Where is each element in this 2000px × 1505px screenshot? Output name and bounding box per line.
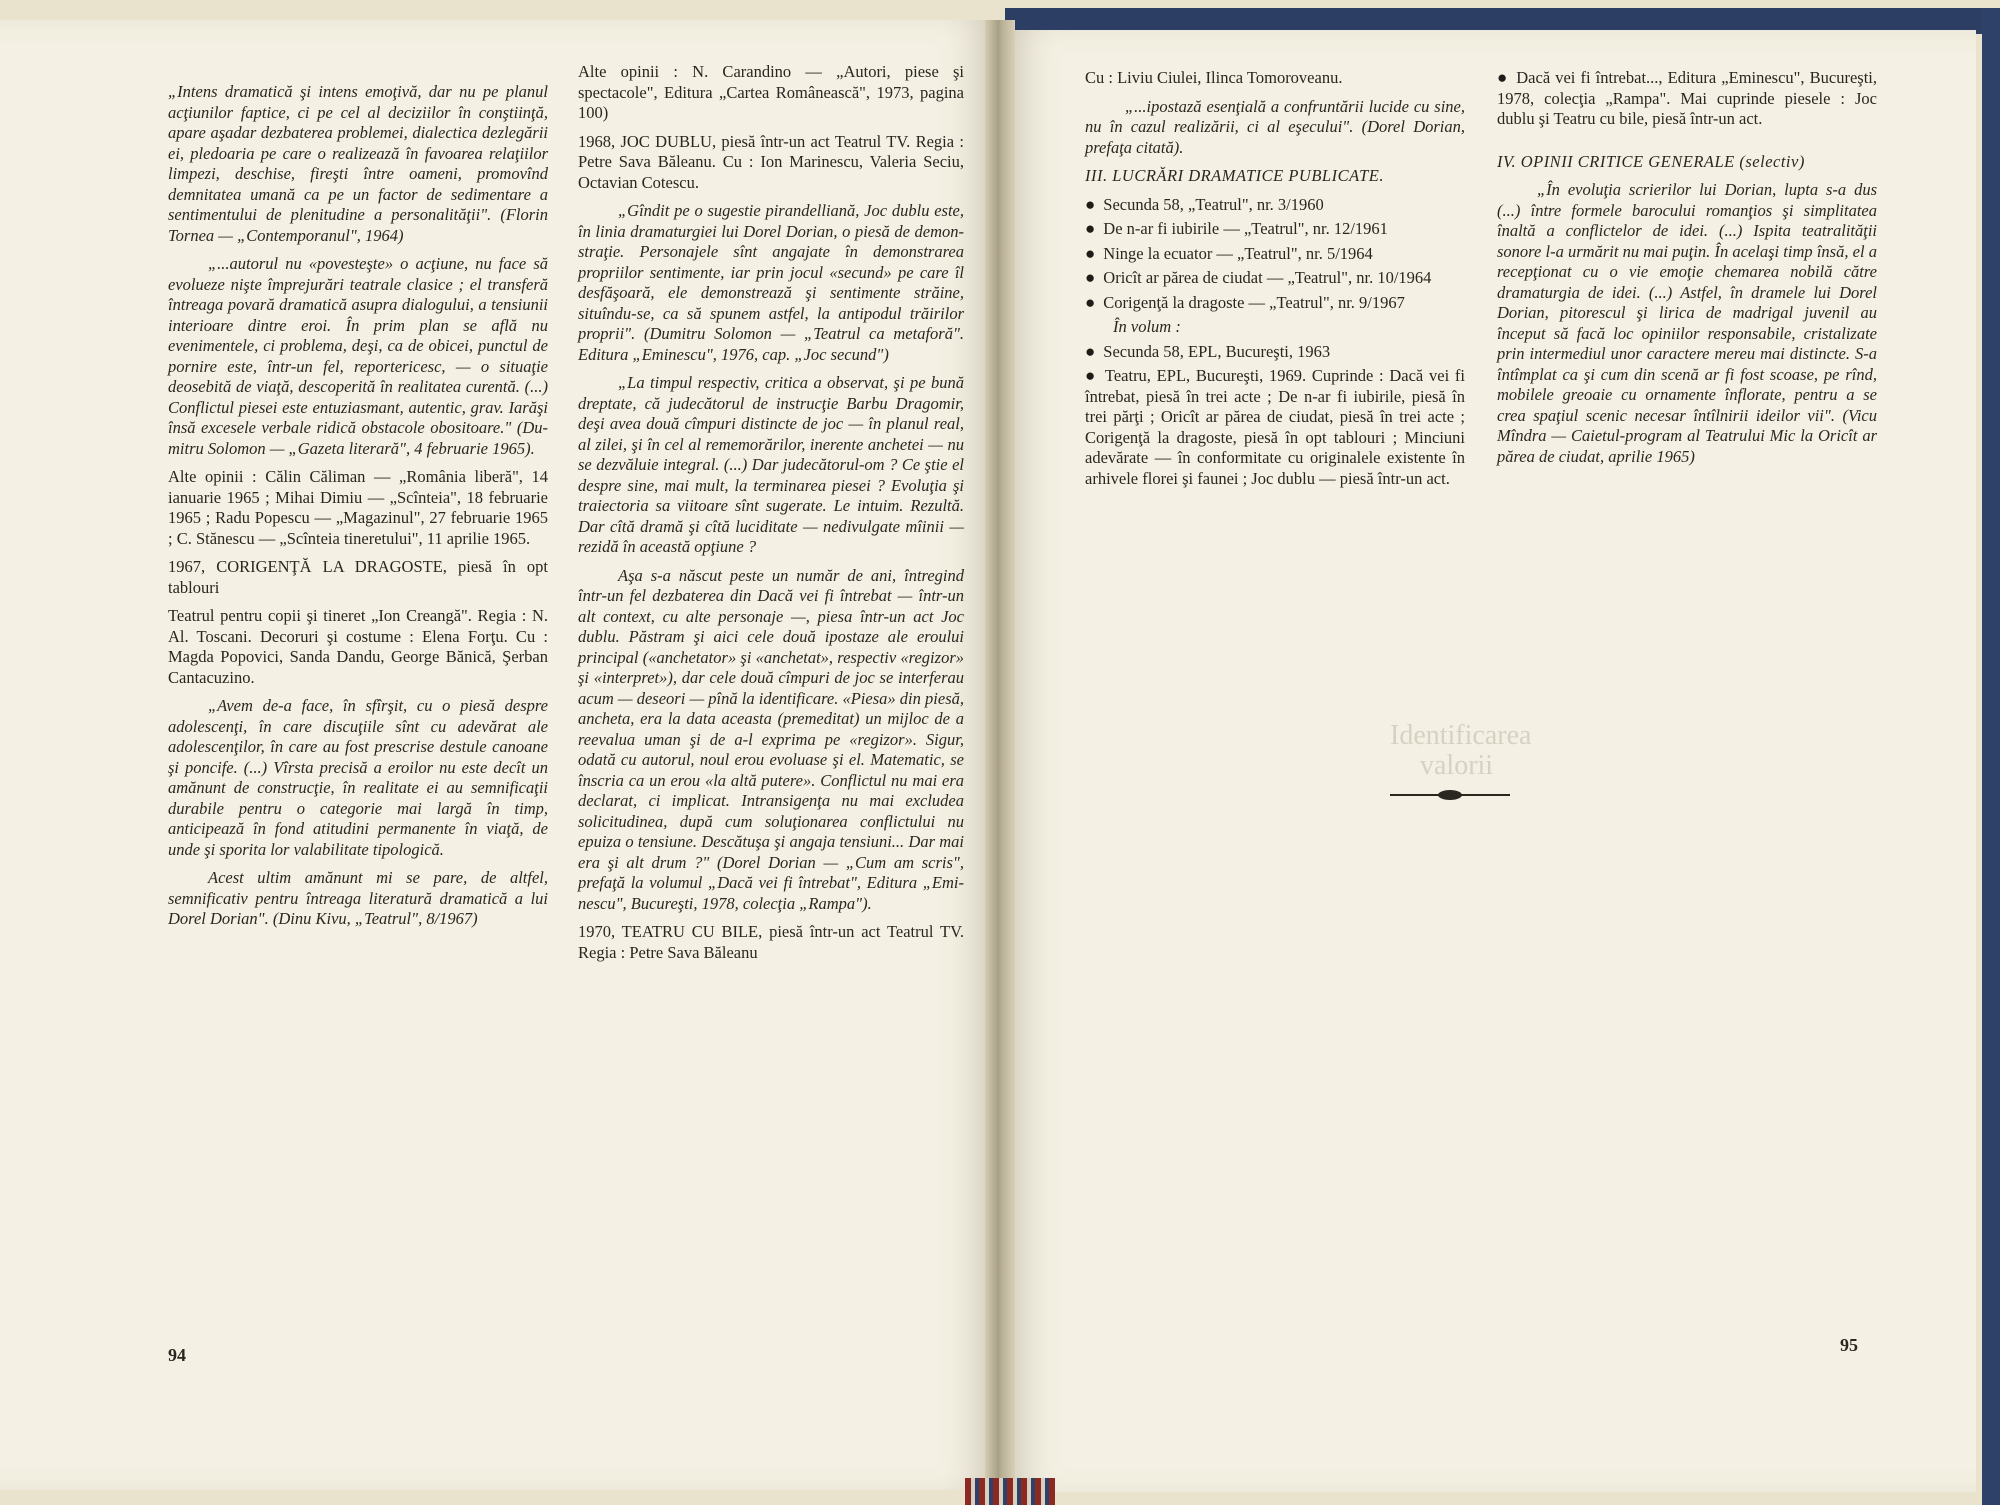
- volume-work-item: ● Teatru, EPL, Bucureşti, 1969. Cuprinde : Dacă vei fi întrebat, piesă în trei acte ; De n-ar fi iubirile, piesă în trei părţi ; Oricît ar părea de ciudat, piesă în trei acte ; Corigenţă la dragoste, piesă în opt tablouri ; Minciuni adevărate — în conformitate cu originalele existente în arhivele florei şi faunei ; Joc dublu — piesă într-un act.: [1085, 366, 1465, 489]
- bleed-through-text: valorii: [1420, 750, 1494, 781]
- book-cover-right-edge: [1982, 8, 2000, 1505]
- paragraph: Cu : Liviu Ciulei, Ilinca Tomoroveanu.: [1085, 68, 1343, 87]
- volume-works-list: [1085, 342, 1465, 490]
- left-column-1: [168, 82, 548, 938]
- paragraph: „...autorul nu «povesteşte» o acţiune, nu face să evolueze nişte împrejurări teatrale clasice ; el transferă întreaga povară dramatică asupra dialogului, a tensiunii interioare dintre eroi. În prim plan se află nu evenimentele, ci problema, deşi, ca de obicei, punctul de pornire este, într-un fel, reportericesc, — o situaţie deosebită de viaţă, descoperită în realitatea curentă. (...) Conflictul piesei este entuziasmant, autentic, grav. Iarăşi însă excesele verbale ridică obstacole obositoare." (Dumitru Solomon — „Gazeta literară", 4 februarie 1965).: [168, 254, 548, 458]
- page-number-right: 95: [1840, 1335, 1858, 1355]
- published-works-list: [1085, 195, 1465, 314]
- paragraph: „Gîndit pe o sugestie pirandelliană, Joc dublu este, în linia dramaturgiei lui Dorel Dorian, o piesă de demonstraţie. Personajele sînt angajate în demonstrarea propriilor sentimente, iar prin jocul «secund» pe care îl desfăşoară, ele demonstrează şi sentimente străine, situîndu-se, ca să spunem astfel, la antipodul trăirilor proprii". (Dumitru Solomon — „Teatrul ca metaforă". Editura „Eminescu", 1976, cap. „Joc secund"): [578, 201, 964, 364]
- paragraph: „...ipostază esenţială a confruntării lucide cu sine, nu în cazul realizării, ci al eşecului". (Dorel Dorian, prefaţa citată).: [1085, 96, 1465, 157]
- published-work-item: ● Ninge la ecuator — „Teatrul", nr. 5/1964: [1085, 244, 1465, 265]
- section-4-title: IV. OPINII CRITICE GENERALE (selectiv): [1497, 151, 1805, 171]
- paragraph: Aşa s-a născut peste un număr de ani, întregind într-un fel dezbaterea din Dacă vei fi întrebat — într-un alt context, cu alte personaje —, piesa într-un act Joc dublu. Păstram şi aici cele două ipostaze ale eroului principal («anchetator» şi «anchetat», respectiv «regizor» şi «interpret»), dar cele două cîmpuri de joc se interferau acum — deseori — pînă la identificare. «Piesa» din piesă, ancheta, era la data aceasta (premeditat) un mijloc de a reevalua uman şi de a-l exprima pe «regizor». Sigur, odată cu autorul, noul erou evoluase şi el. Matematic, se înscria ca un erou «la altă putere». Conflictul nu mai era declarat, ci implicat. Intransigenţa nu mai excludea solicitudinea, după cum soluţionarea conflictului nu epuiza o tensiune. Descătuşa şi angaja tensiuni... Dar mai era şi alt drum ?" (Dorel Dorian — „Cum am scris", prefaţă la volumul „Dacă vei fi întrebat", Editura „Eminescu", Bucureşti, 1978, colecţia „Rampa").: [578, 565, 964, 913]
- paragraph: „Avem de-a face, în sfîrşit, cu o piesă despre adolescenţi, în care discuţiile sînt cu adevărat ale adolescenţilor, în care au fost prescrise destule canoane şi poncife. (...) Vîrsta precisă a eroilor nu este decît un amănunt de construcţie, în realitate ei au semnificaţii durabile pentru o categorie mai largă în timp, anticipează în fond atitudini permanente în viaţă, de unde şi sporita lor valabilitate tipologică.: [168, 696, 548, 859]
- continuation-text: [1085, 68, 1465, 158]
- paragraph: 1968, JOC DUBLU, piesă într-un act Teatrul TV. Regia : Petre Sava Băleanu. Cu : Ion Marinescu, Valeria Seciu, Octavian Cotescu.: [578, 131, 964, 192]
- paragraph: Acest ultim amănunt mi se pare, de altfel, semnificativ pentru întreaga literatură dramatică a lui Dorel Dorian". (Dinu Kivu, „Teatrul", 8/1967): [168, 868, 548, 928]
- paragraph: 1967, CORIGENŢĂ LA DRAGOSTE, piesă în opt tablouri: [168, 557, 548, 597]
- right-column-2: [1497, 68, 1877, 475]
- paragraph: „La timpul respectiv, critica a observat, şi pe bună dreptate, că judecătorul de instrucţie Barbu Dragomir, deşi avea două cîmpuri distincte de joc — în planul real, al zilei, şi în cel al rememorărilor, inerente anchetei — nu se dezvăluie integral. (...) Dar judecătorul-om ? Ce ştie el despre sine, mai mult, la terminarea piesei ? Evoluţia şi traiectoria sa viitoare sînt sugerate. Le intuim. Rezultă. Dar cîtă dramă şi cîtă luciditate — nedivulgate mîinii — rezidă în această opţiune ?: [578, 373, 964, 556]
- published-work-item: ● De n-ar fi iubirile — „Teatrul", nr. 12/1961: [1085, 219, 1465, 240]
- in-volum-label: În volum :: [1113, 317, 1181, 336]
- paragraph: Alte opinii : Călin Căliman — „România liberă", 14 ianuarie 1965 ; Mihai Dimiu — „Scînteia", 18 februarie 1965 ; Radu Popescu — „Magazinul", 27 februarie 1965 ; C. Stănescu — „Scînteia tineretului", 11 aprilie 1965.: [168, 467, 548, 548]
- bookmark-ribbon: [965, 1478, 1055, 1505]
- bleed-through-text: Identificarea: [1390, 720, 1532, 751]
- right-column-1: [1085, 68, 1465, 493]
- volume-item-dacă-vei-fi-intrebat: ● Dacă vei fi întrebat..., Editura „Eminescu", Bucureşti, 1978, colecţia „Rampa". Mai cuprinde piesele : Joc dublu şi Teatru cu bile, piesă într-un act.: [1497, 68, 1877, 130]
- published-work-item: ● Oricît ar părea de ciudat — „Teatrul", nr. 10/1964: [1085, 268, 1465, 289]
- paragraph: 1970, TEATRU CU BILE, piesă într-un act Teatrul TV. Regia : Petre Sava Băleanu: [578, 922, 964, 962]
- paragraph: Teatrul pentru copii şi tineret „Ion Creangă". Regia : N. Al. Toscani. Decoruri şi costume : Elena Forţu. Cu : Magda Popovici, Sanda Dandu, George Bănică, Şerban Cantacuzino.: [168, 606, 548, 687]
- published-work-item: ● Secunda 58, „Teatrul", nr. 3/1960: [1085, 195, 1465, 216]
- page-number-left: 94: [168, 1345, 186, 1365]
- published-work-item: ● Corigenţă la dragoste — „Teatrul", nr. 9/1967: [1085, 293, 1465, 314]
- critical-opinion-quote: „În evoluţia scrierilor lui Dorian, lupta s-a dus (...) între formele barocului romanţios şi simplitatea înaltă a conflictelor de idei. (...) Ispita teatralităţii sonore l-a urmărit nu mai puţin. În acelaşi timp însă, el a recepţionat cu o vie emoţie chemarea nobilă către dramaturgia de idei. (...) Astfel, în dramele lui Dorel Dorian, pitorescul şi lirica de madrigal juvenil au început să facă loc opiniilor responsabile, cristalizate prin intermediul unor caractere mereu mai distincte. S-a întîmplat ca şi cum din scenă ar fi fost scoase, pe rînd, mobilele greoaie cu ornamente înflorate, pentru a se crea spaţiul scenic necesar întîlnirii ideilor vii". (Vicu Mîndra — Caietul-program al Teatrului Mic la Oricît ar părea de ciudat, aprilie 1965): [1497, 180, 1877, 466]
- paragraph: „Intens dramatică şi intens emoţivă, dar nu pe planul acţiunilor faptice, ci pe cel al deciziilor în conştiinţă, apare aşadar dezbaterea problemei, dialectica dezlegării ei, pledoaria pe care o realizează în favoarea relaţiilor limpezi, deschise, fireşti între oameni, promovînd demnitatea umană ca pe un factor de sedimentare a sentimentului de plenitudine a personalităţii". (Florin Tornea — „Contemporanul", 1964): [168, 82, 548, 245]
- left-column-2: [578, 62, 964, 971]
- volume-work-item: ● Secunda 58, EPL, Bucureşti, 1963: [1085, 342, 1465, 363]
- section-3-title: III. LUCRĂRI DRAMATICE PUBLICATE.: [1085, 166, 1384, 185]
- book-gutter: [985, 20, 1015, 1500]
- section-divider-ornament: [1390, 788, 1510, 802]
- paragraph: Alte opinii : N. Carandino — „Autori, piese şi spectacole", Editura „Cartea Românească", 1973, pagina 100): [578, 62, 964, 122]
